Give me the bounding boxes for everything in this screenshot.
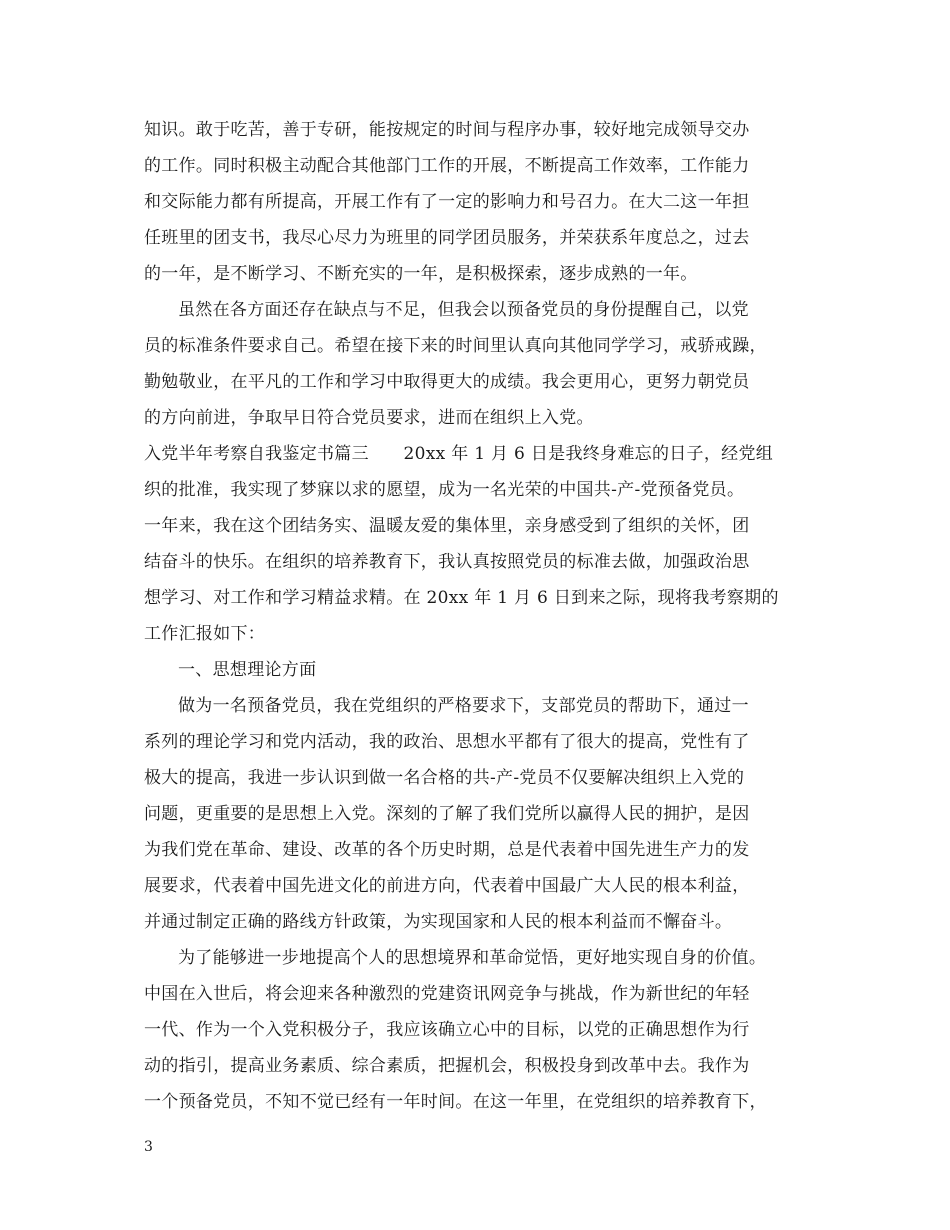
text-line: 勤勉敬业，在平凡的工作和学习中取得更大的成绩。我会更用心，更努力朝党员 (144, 372, 750, 392)
text-line: 做为一名预备党员，我在党组织的严格要求下，支部党员的帮助下，通过一 (178, 696, 749, 716)
text-line: 的一年，是不断学习、不断充实的一年，是积极探索，逐步成熟的一年。 (144, 264, 698, 284)
text-line: 结奋斗的快乐。在组织的培养教育下，我认真按照党员的标准去做，加强政治思 (144, 552, 750, 572)
text-line: 虽然在各方面还存在缺点与不足，但我会以预备党员的身份提醒自己，以党 (178, 300, 749, 320)
text-line: 一个预备党员，不知不觉已经有一年时间。在这一年里，在党组织的培养教育下， (144, 1092, 767, 1112)
text-line: 员的标准条件要求自己。希望在接下来的时间里认真向其他同学学习，戒骄戒躁， (144, 336, 767, 356)
text-line: 和交际能力都有所提高，开展工作有了一定的影响力和号召力。在大二这一年担 (144, 192, 750, 212)
page-number: 3 (144, 1139, 153, 1155)
text-line: 动的指引，提高业务素质、综合素质，把握机会，积极投身到改革中去。我作为 (144, 1056, 750, 1076)
text-line: 的工作。同时积极主动配合其他部门工作的开展，不断提高工作效率，工作能力 (144, 156, 750, 176)
text-line: 织的批准，我实现了梦寐以求的愿望，成为一名光荣的中国共-产-党预备党员。 (144, 480, 745, 500)
text-line: 一代、作为一个入党积极分子，我应该确立心中的目标，以党的正确思想作为行 (144, 1020, 750, 1040)
text-line: 一年来，我在这个团结务实、温暖友爱的集体里，亲身感受到了组织的关怀，团 (144, 516, 750, 536)
section-heading-line: 入党半年考察自我鉴定书篇三 20xx 年 1 月 6 日是我终身难忘的日子，经党组 (144, 444, 774, 464)
text-line: 为了能够进一步地提高个人的思想境界和革命觉悟，更好地实现自身的价值。 (178, 948, 767, 968)
subheading-line: 一、思想理论方面 (178, 660, 317, 680)
text-line: 问题，更重要的是思想上入党。深刻的了解了我们党所以赢得人民的拥护，是因 (144, 804, 750, 824)
text-line: 想学习、对工作和学习精益求精。在 20xx 年 1 月 6 日到来之际，现将我考察期的 (144, 588, 779, 608)
text-line: 极大的提高，我进一步认识到做一名合格的共-产-党员不仅要解决组织上入党的 (144, 768, 745, 788)
text-line: 展要求，代表着中国先进文化的前进方向，代表着中国最广大人民的根本利益， (144, 876, 750, 896)
text-line: 任班里的团支书，我尽心尽力为班里的同学团员服务，并荣获系年度总之，过去 (144, 228, 750, 248)
text-line: 中国在入世后，将会迎来各种激烈的党建资讯网竞争与挑战，作为新世纪的年轻 (144, 984, 750, 1004)
text-line: 系列的理论学习和党内活动，我的政治、思想水平都有了很大的提高，党性有了 (144, 732, 750, 752)
text-line: 的方向前进，争取早日符合党员要求，进而在组织上入党。 (144, 408, 594, 428)
text-line: 工作汇报如下： (144, 624, 266, 644)
text-line: 知识。敢于吃苦，善于专研，能按规定的时间与程序办事，较好地完成领导交办 (144, 120, 750, 140)
text-line: 为我们党在革命、建设、改革的各个历史时期，总是代表着中国先进生产力的发 (144, 840, 750, 860)
text-line: 并通过制定正确的路线方针政策，为实现国家和人民的根本利益而不懈奋斗。 (144, 912, 733, 932)
